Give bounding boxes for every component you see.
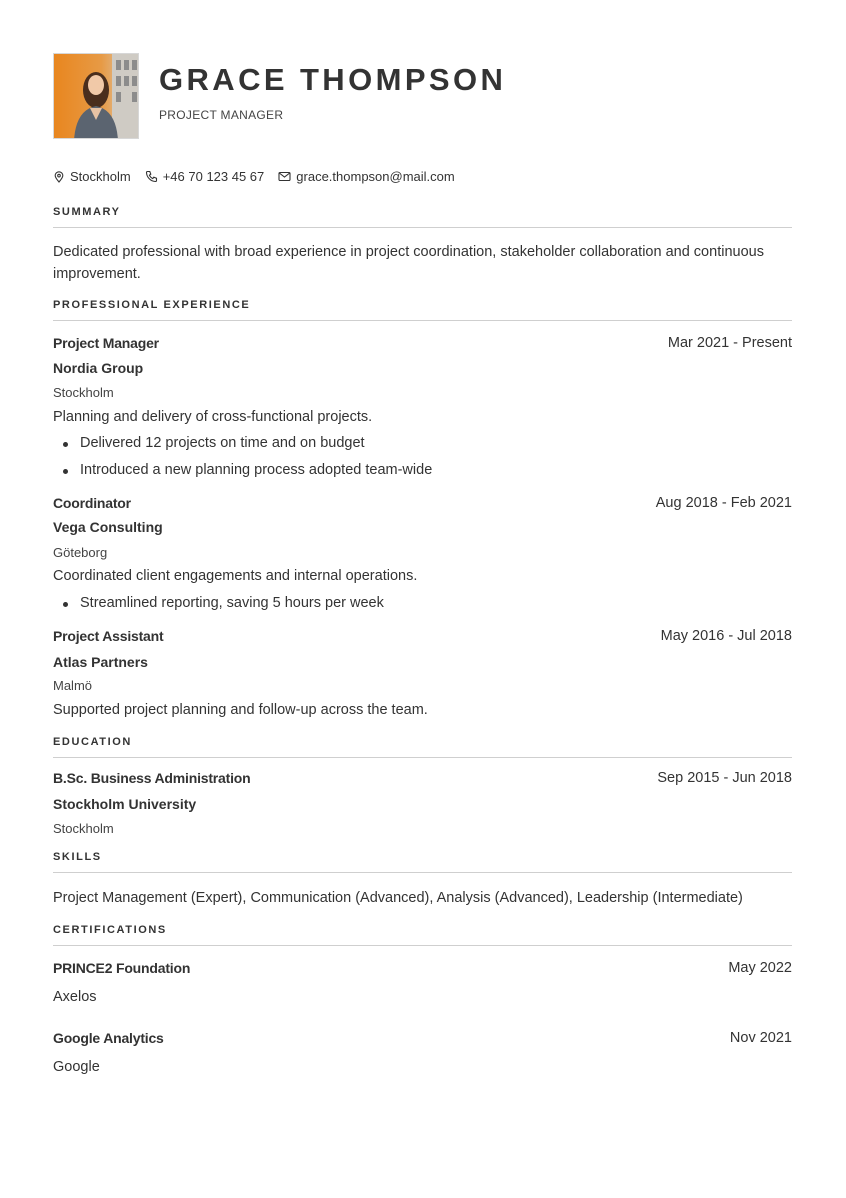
education-location: Stockholm — [53, 821, 114, 836]
contact-location-text: Stockholm — [70, 169, 131, 184]
job-date: May 2016 - Jul 2018 — [660, 628, 792, 644]
skills-text: Project Management (Expert), Communication (Advanced), Analysis (Advanced), Leadership (Intermediate) — [53, 890, 743, 906]
job-header — [53, 495, 792, 511]
job-bullet: Delivered 12 projects on time and on budget — [53, 435, 365, 451]
job-company: Vega Consulting — [53, 519, 163, 535]
person-role: PROJECT MANAGER — [159, 108, 284, 122]
job-location: Stockholm — [53, 385, 114, 400]
person-name: GRACE THOMPSON — [159, 62, 507, 97]
resume-page — [53, 53, 792, 1075]
section-title-experience: PROFESSIONAL EXPERIENCE — [53, 299, 792, 321]
mail-icon — [278, 171, 291, 182]
job-title: Coordinator — [53, 495, 131, 511]
certification-date: Nov 2021 — [729, 1030, 792, 1046]
section-title-summary: SUMMARY — [53, 206, 792, 228]
job-bullet: Streamlined reporting, saving 5 hours per week — [53, 595, 384, 611]
job-description: Supported project planning and follow-up across the team. — [53, 702, 428, 718]
header-text — [159, 53, 506, 122]
job-bullet: Introduced a new planning process adopted team-wide — [53, 462, 432, 478]
certification-date: May 2022 — [728, 960, 792, 976]
summary-text: Dedicated professional with broad experience in project coordination, stakeholder collaboration and continuous improvement. — [53, 244, 764, 282]
job-company: Nordia Group — [53, 360, 144, 376]
resume-header — [53, 53, 792, 141]
job-bullets — [53, 462, 432, 478]
education-school: Stockholm University — [53, 796, 197, 812]
contact-email — [278, 169, 454, 184]
certification-header — [53, 1030, 792, 1046]
job-bullets — [53, 595, 384, 611]
education-date: Sep 2015 - Jun 2018 — [657, 770, 792, 786]
certification-name: PRINCE2 Foundation — [53, 960, 191, 976]
certification-header — [53, 960, 792, 976]
education-degree: B.Sc. Business Administration — [53, 770, 251, 786]
phone-icon — [145, 170, 158, 183]
job-bullets — [53, 435, 365, 451]
job-description: Planning and delivery of cross-functional projects. — [53, 409, 373, 425]
profile-photo — [53, 53, 139, 139]
contact-location — [53, 169, 131, 184]
job-title: Project Manager — [53, 335, 159, 351]
location-pin-icon — [53, 171, 65, 183]
section-title-education: EDUCATION — [53, 736, 792, 758]
job-description: Coordinated client engagements and internal operations. — [53, 568, 418, 584]
certification-name: Google Analytics — [53, 1030, 164, 1046]
certification-issuer: Axelos — [53, 989, 97, 1005]
section-title-skills: SKILLS — [53, 851, 792, 873]
job-location: Göteborg — [53, 545, 108, 560]
job-location: Malmö — [53, 678, 93, 693]
contact-email-text: grace.thompson@mail.com — [296, 169, 455, 184]
job-company: Atlas Partners — [53, 654, 148, 670]
certification-issuer: Google — [53, 1059, 100, 1075]
section-title-certifications: CERTIFICATIONS — [53, 924, 792, 946]
job-date: Mar 2021 - Present — [667, 335, 792, 351]
job-header — [53, 335, 792, 351]
job-header — [53, 628, 792, 644]
contact-phone — [145, 169, 265, 184]
contact-phone-text: +46 70 123 45 67 — [162, 169, 265, 184]
contact-bar — [53, 169, 469, 184]
job-title: Project Assistant — [53, 628, 164, 644]
education-header — [53, 770, 792, 786]
job-date: Aug 2018 - Feb 2021 — [655, 495, 792, 511]
